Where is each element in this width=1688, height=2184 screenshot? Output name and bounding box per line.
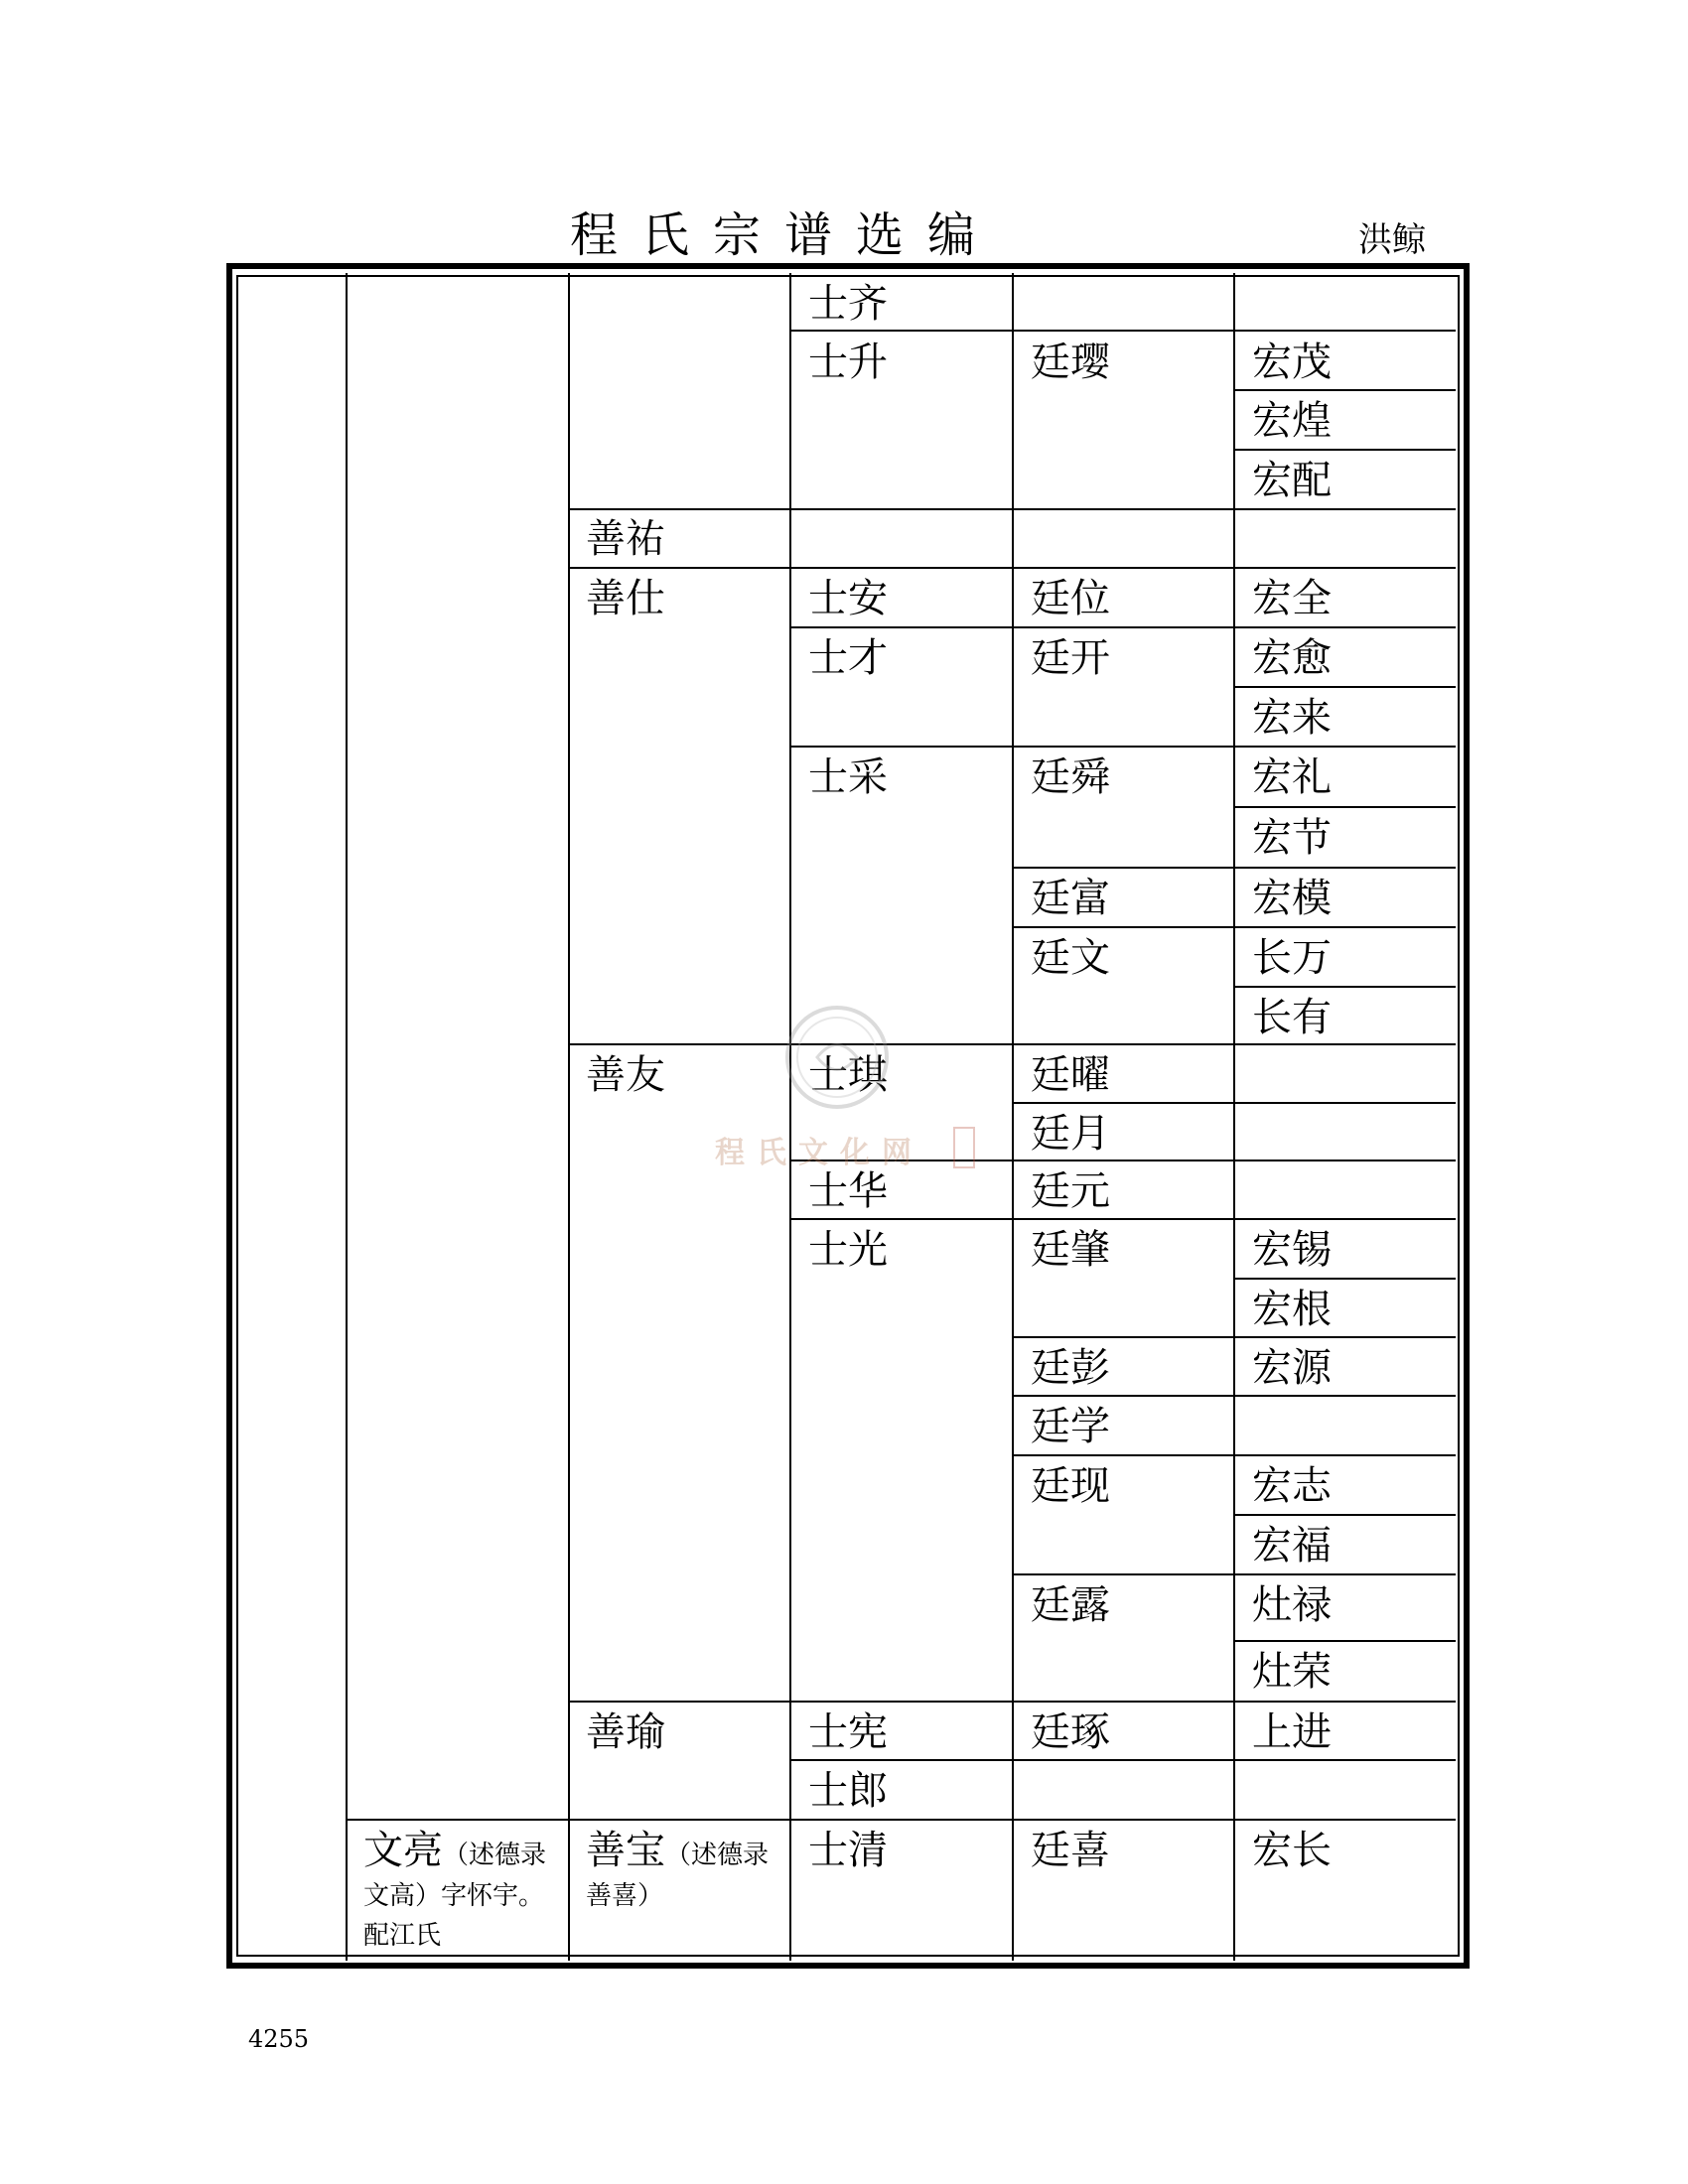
column-divider	[346, 273, 348, 1961]
name-cell: 廷月	[1031, 1111, 1110, 1157]
name-cell: 宏全	[1252, 576, 1332, 621]
person-note: （述德录	[665, 1841, 770, 1870]
column-divider	[1012, 273, 1014, 1961]
name-cell: 士安	[808, 576, 888, 621]
row-divider	[1012, 867, 1456, 869]
row-divider	[568, 1701, 1456, 1703]
name-cell: 宏源	[1252, 1345, 1332, 1391]
row-divider	[1233, 1640, 1456, 1642]
name-cell: 廷肇	[1031, 1227, 1110, 1273]
name-cell: 宏茂	[1252, 340, 1332, 385]
row-divider	[568, 567, 1456, 569]
name-cell: 宏模	[1252, 876, 1332, 921]
row-divider	[1233, 986, 1456, 988]
row-divider	[1012, 1102, 1456, 1104]
name-cell: 士齐	[808, 281, 888, 327]
name-cell: 宏长	[1252, 1828, 1332, 1873]
watermark	[715, 1003, 973, 1181]
name-cell: 廷琢	[1031, 1709, 1110, 1755]
name-cell: 善祐	[586, 516, 665, 562]
person-note-line: 配江氏	[363, 1921, 442, 1951]
name-cell: 宏志	[1252, 1463, 1332, 1509]
name-cell: 廷开	[1031, 635, 1110, 681]
name-cell: 宏节	[1252, 815, 1332, 861]
row-divider	[1233, 686, 1456, 688]
name-cell: 长有	[1252, 995, 1332, 1040]
name-cell: 廷曜	[1031, 1052, 1110, 1098]
row-divider	[1233, 449, 1456, 451]
name-cell: 宏配	[1252, 458, 1332, 503]
name-cell: 廷元	[1031, 1168, 1110, 1214]
row-divider	[1233, 1514, 1456, 1516]
name-cell: 廷富	[1031, 876, 1110, 921]
name-cell: 长万	[1252, 935, 1332, 981]
name-cell: 善仕	[586, 576, 665, 621]
watermark-stamp	[953, 1127, 975, 1168]
name-cell	[363, 1828, 547, 1873]
name-cell: 宏锡	[1252, 1227, 1332, 1273]
name-cell	[586, 1828, 770, 1873]
row-divider	[568, 508, 1456, 510]
row-divider	[568, 1043, 1456, 1045]
name-cell: 宏礼	[1252, 754, 1332, 800]
person-note-block	[363, 1876, 562, 1956]
row-divider	[1233, 806, 1456, 808]
row-divider	[789, 1218, 1456, 1220]
row-divider	[1012, 1336, 1456, 1338]
name-cell: 士才	[808, 635, 888, 681]
name-cell: 宏福	[1252, 1523, 1332, 1569]
name-cell: 宏愈	[1252, 635, 1332, 681]
column-divider	[568, 273, 570, 1961]
row-divider	[789, 626, 1456, 628]
page-title: 程氏宗谱选编	[569, 207, 999, 263]
row-divider	[789, 1759, 1456, 1761]
name-cell: 廷喜	[1031, 1828, 1110, 1873]
name-cell: 善瑜	[586, 1709, 665, 1755]
name-cell: 士光	[808, 1227, 888, 1273]
column-divider	[1233, 273, 1235, 1961]
row-divider	[1012, 1395, 1456, 1397]
name-cell: 廷舜	[1031, 754, 1110, 800]
name-cell: 灶禄	[1252, 1582, 1332, 1628]
seal-logo-icon	[782, 1003, 892, 1112]
name-cell: 宏根	[1252, 1287, 1332, 1332]
name-cell: 善友	[586, 1052, 665, 1098]
name-cell: 廷彭	[1031, 1345, 1110, 1391]
name-cell: 廷位	[1031, 576, 1110, 621]
row-divider	[346, 1819, 1456, 1821]
person-note-block	[586, 1876, 784, 1916]
name-cell: 士采	[808, 754, 888, 800]
name-cell: 廷现	[1031, 1463, 1110, 1509]
row-divider	[1012, 926, 1456, 928]
name-cell: 宏煌	[1252, 398, 1332, 444]
person-name: 善宝	[586, 1828, 665, 1873]
name-cell: 士琪	[808, 1052, 888, 1098]
name-cell: 宏来	[1252, 695, 1332, 741]
name-cell: 廷璎	[1031, 340, 1110, 385]
name-cell: 士华	[808, 1168, 888, 1214]
person-name: 文亮	[363, 1828, 443, 1873]
row-divider	[789, 330, 1456, 332]
row-divider	[1233, 1278, 1456, 1280]
row-divider	[1233, 389, 1456, 391]
person-note-line: 文高）字怀宇。	[363, 1881, 545, 1911]
name-cell: 廷文	[1031, 935, 1110, 981]
row-divider	[1012, 1454, 1456, 1456]
person-note-line: 善喜）	[586, 1881, 664, 1911]
name-cell: 士清	[808, 1828, 888, 1873]
name-cell: 廷学	[1031, 1404, 1110, 1449]
watermark-text: 程氏文化网	[715, 1136, 923, 1170]
name-cell: 士升	[808, 340, 888, 385]
name-cell: 上进	[1252, 1709, 1332, 1755]
branch-name: 洪鲸	[1358, 220, 1426, 260]
row-divider	[789, 746, 1456, 748]
person-note: （述德录	[443, 1841, 547, 1870]
row-divider	[1012, 1573, 1456, 1575]
page-number: 4255	[248, 2025, 310, 2053]
name-cell: 灶荣	[1252, 1649, 1332, 1695]
name-cell: 士宪	[808, 1709, 888, 1755]
name-cell: 士郎	[808, 1768, 888, 1814]
name-cell: 廷露	[1031, 1582, 1110, 1628]
